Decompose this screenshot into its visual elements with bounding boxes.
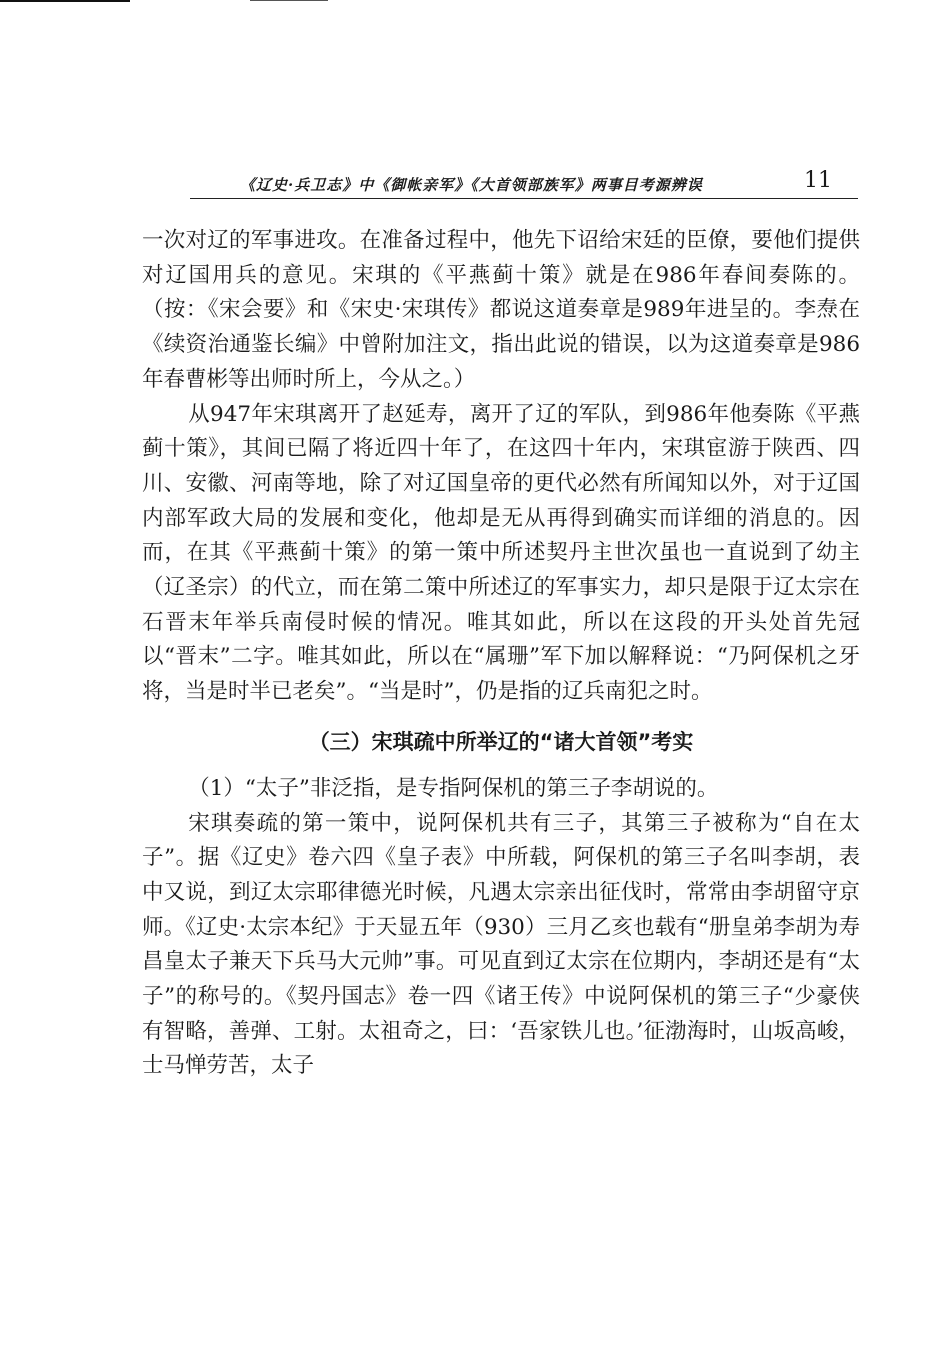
page-header bbox=[190, 168, 858, 198]
scan-edge-mark bbox=[250, 0, 328, 1]
body-text bbox=[142, 224, 860, 1084]
paragraph-continued: 一次对辽的军事进攻。在准备过程中，他先下诏给宋廷的臣僚，要他们提供对辽国用兵的意见。宋琪的《平燕蓟十策》就是在986年春间奏陈的。（按：《宋会要》和《宋史·宋琪传》都说这道奏章是989年进呈的。李焘在《续资治通鉴长编》中曾附加注文，指出此说的错误，以为这道奏章是986年春曹彬等出师时所上，今从之。） bbox=[142, 228, 860, 392]
section-heading: （三）宋琪疏中所举辽的“诸大首领”考实 bbox=[308, 729, 694, 754]
running-title: 《辽史·兵卫志》中《御帐亲军》《大首领部族军》两事目考源辨误 bbox=[240, 176, 703, 194]
page-number: 11 bbox=[804, 168, 832, 193]
paragraph: 从947年宋琪离开了赵延寿，离开了辽的军队，到986年他奏陈《平燕蓟十策》，其间已隔了将近四十年了，在这四十年内，宋琪宦游于陕西、四川、安徽、河南等地，除了对辽国皇帝的更代必然有所闻知以外，对于辽国内部军政大局的发展和变化，他却是无从再得到确实而详细的消息的。因而，在其《平燕蓟十策》的第一策中所述契丹主世次虽也一直说到了幼主（辽圣宗）的代立，而在第二策中所述辽的军事实力，却只是限于辽太宗在石晋末年举兵南侵时候的情况。唯其如此，所以在这段的开头处首先冠以“晋末”二字。唯其如此，所以在“属珊”军下加以解释说：“乃阿保机之牙将，当是时半已老矣”。“当是时”，仍是指的辽兵南犯之时。 bbox=[142, 401, 860, 705]
paragraph: 宋琪奏疏的第一策中，说阿保机共有三子，其第三子被称为“自在太子”。据《辽史》卷六四《皇子表》中所载，阿保机的第三子名叫李胡，表中又说，到辽太宗耶律德光时候，凡遇太宗亲出征伐时，常常由李胡留守京师。《辽史·太宗本纪》于天显五年（930）三月乙亥也载有“册皇弟李胡为寿昌皇太子兼天下兵马大元帅”事。可见直到辽太宗在位期内，李胡还是有“太子”的称号的。《契丹国志》卷一四《诸王传》中说阿保机的第三子“少豪侠有智略，善弹、工射。太祖奇之，曰：‘吾家铁儿也。’征渤海时，山坂高峻，士马惮劳苦，太子 bbox=[142, 810, 860, 1079]
header-rule bbox=[190, 198, 858, 199]
numbered-point: （1）“太子”非泛指，是专指阿保机的第三子李胡说的。 bbox=[188, 775, 719, 801]
scan-edge-mark bbox=[0, 0, 130, 2]
